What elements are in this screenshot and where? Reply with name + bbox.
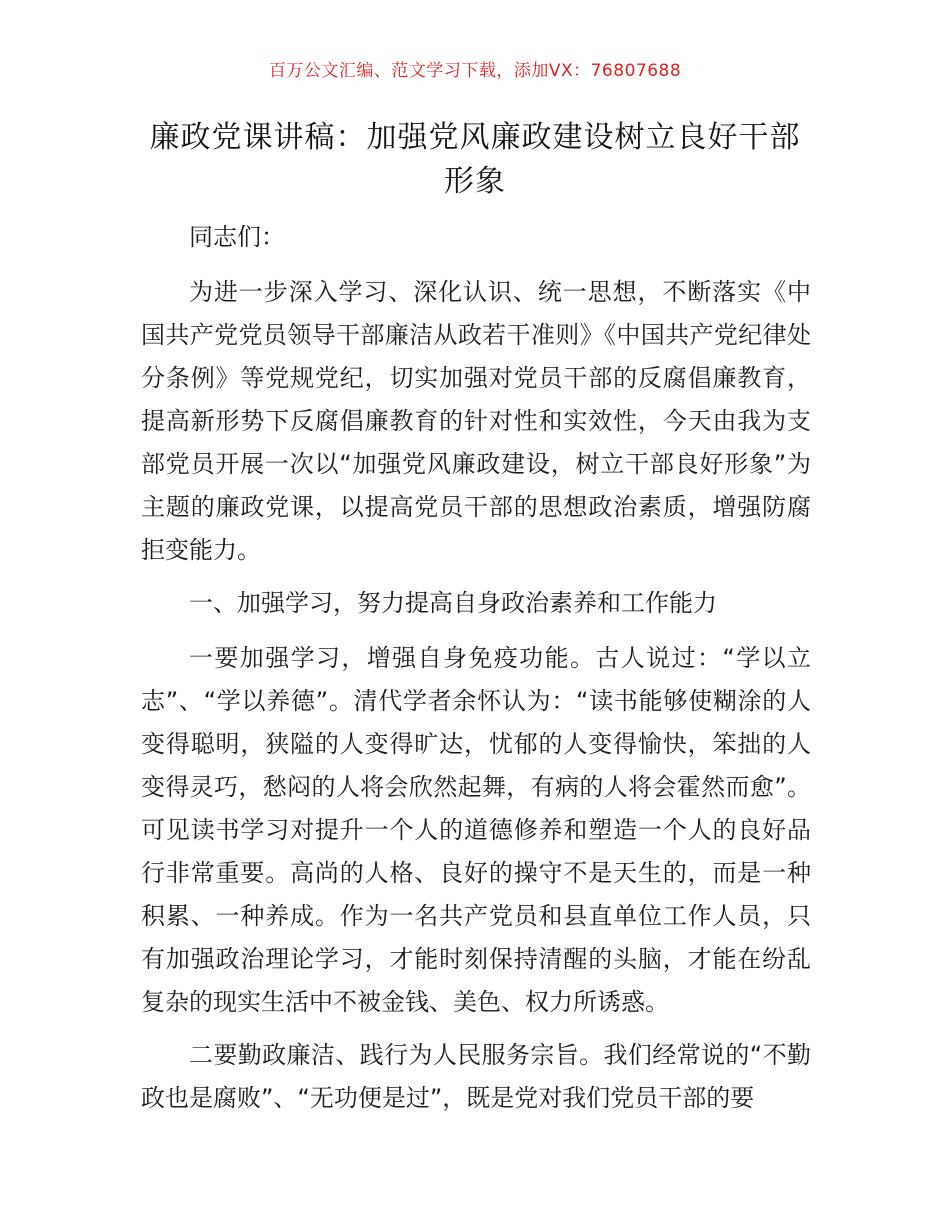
salutation: 同志们： (189, 223, 285, 251)
section-heading-1: 一、加强学习，努力提高自身政治素养和工作能力 (189, 589, 717, 617)
paragraph-study: 一要加强学习，增强自身免疫功能。古人说过：“学以立志”、“学以养德”。清代学者余怀认为：“读书能够使糊涂的人变得聪明，狭隘的人变得旷达，忧郁的人变得愉快，笨拙的人变得灵巧，愁闷的人将会欣然起舞，有病的人将会霍然而愈”。可见读书学习对提升一个人的道德修养和塑造一个人的良好品行非常重要。高尚的人格、良好的操守不是天生的，而是一种积累、一种养成。作为一名共产党员和县直单位工作人员，只有加强政治理论学习，才能时刻保持清醒的头脑，才能在纷乱复杂的现实生活中不被金钱、美色、权力所诱惑。 (141, 644, 811, 1016)
document-title: 廉政党课讲稿：加强党风廉政建设树立良好干部形象 (149, 120, 801, 199)
document-body (141, 216, 811, 1130)
paragraph-diligence: 二要勤政廉洁、践行为人民服务宗旨。我们经常说的“不勤政也是腐败”、“无功便是过”，既是党对我们党员干部的要 (141, 1041, 811, 1112)
paragraph-intro: 为进一步深入学习、深化认识、统一思想，不断落实《中国共产党党员领导干部廉洁从政若干准则》《中国共产党纪律处分条例》等党规党纪，切实加强对党员干部的反腐倡廉教育，提高新形势下反腐倡廉教育的针对性和实效性，今天由我为支部党员开展一次以“加强党风廉政建设，树立干部良好形象”为主题的廉政党课，以提高党员干部的思想政治素质，增强防腐拒变能力。 (141, 278, 811, 564)
header-banner: 百万公文汇编、范文学习下载，添加VX：76807688 (268, 61, 682, 81)
